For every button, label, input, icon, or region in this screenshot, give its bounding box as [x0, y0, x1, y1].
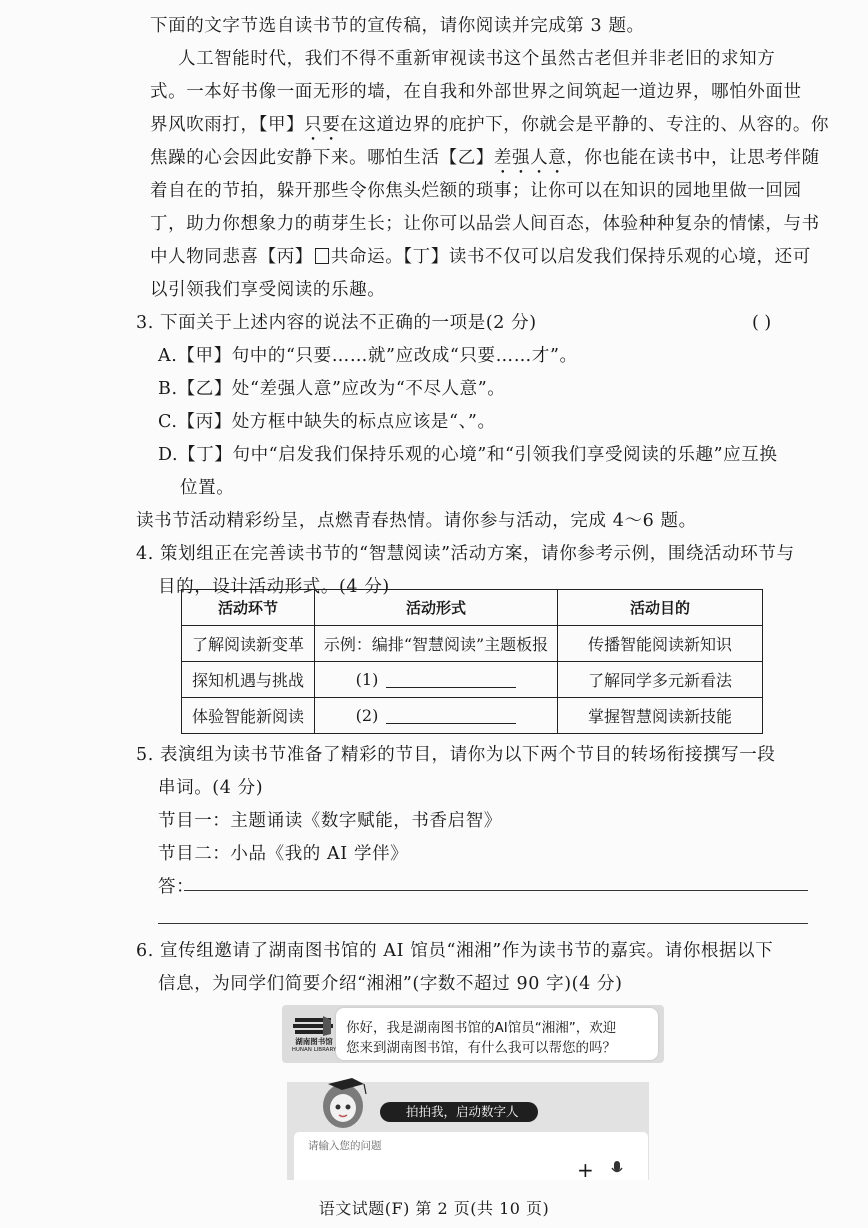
passage-intro: 下面的文字节选自读书节的宣传稿，请你阅读并完成第 3 题。 — [150, 16, 645, 36]
answer-paren: ( ) — [752, 313, 772, 333]
passage-line: 中人物同悲喜【丙】 共命运。【丁】读书不仅可以启发我们保持乐观的心境，还可 — [150, 247, 811, 267]
blank-square — [315, 248, 329, 264]
answer-label: 答： — [158, 877, 195, 897]
table-cell: 探知机遇与挑战 — [182, 662, 315, 698]
program-1: 节目一：主题诵读《数字赋能，书香启智》 — [158, 811, 502, 831]
answer-line[interactable] — [158, 923, 808, 924]
section-intro: 读书节活动精彩纷呈，点燃青春热情。请你参与活动，完成 4～6 题。 — [136, 511, 697, 531]
passage-line: 着自在的节拍，躲开那些令你焦头烂额的琐事；让你可以在知识的园地里做一回园 — [150, 181, 802, 201]
table-cell: 掌握智慧阅读新技能 — [558, 698, 763, 734]
question-5-stem-cont: 串词。(4 分) — [158, 778, 264, 798]
question-3-stem: 3. 下面关于上述内容的说法不正确的一项是(2 分) — [136, 313, 537, 333]
avatar-icon[interactable] — [312, 1072, 374, 1134]
table-row — [182, 698, 763, 734]
table-row — [182, 626, 763, 662]
table-cell: (2) — [315, 698, 558, 734]
page-footer: 语文试题(F) 第 2 页(共 10 页) — [318, 1199, 550, 1218]
logo-subtext: HUNAN LIBRARY — [291, 1047, 337, 1053]
answer-line[interactable] — [184, 890, 808, 891]
question-6-stem: 6. 宣传组邀请了湖南图书馆的 AI 馆员“湘湘”作为读书节的嘉宾。请你根据以下 — [136, 941, 774, 961]
start-avatar-button[interactable]: 拍拍我，启动数字人 — [380, 1102, 538, 1122]
passage-line: 以引领我们享受阅读的乐趣。 — [150, 280, 386, 300]
add-icon[interactable]: + — [577, 1158, 594, 1182]
passage-line: 界风吹雨打，【甲】只要在这道边界的庇护下，你就会是平静的、专注的、从容的。你 — [150, 115, 830, 135]
table-cell: 传播智能阅读新知识 — [558, 626, 763, 662]
table-cell: 了解阅读新变革 — [182, 626, 315, 662]
option-d: D.【丁】句中“启发我们保持乐观的心境”和“引领我们享受阅读的乐趣”应互换 — [158, 445, 778, 465]
table-cell: 体验智能新阅读 — [182, 698, 315, 734]
question-6-stem-cont: 信息，为同学们简要介绍“湘湘”(字数不超过 90 字)(4 分) — [158, 974, 623, 994]
option-a: A.【甲】句中的“只要……就”应改成“只要……才”。 — [158, 346, 578, 366]
table-row — [182, 662, 763, 698]
passage-line: 丁，助力你想象力的萌芽生长；让你可以品尝人间百态，体验种种复杂的情愫，与书 — [150, 214, 820, 234]
option-c: C.【丙】处方框中缺失的标点应该是“、”。 — [158, 412, 496, 432]
activity-table — [181, 589, 763, 734]
table-header: 活动环节 — [182, 590, 315, 626]
option-b: B.【乙】处“差强人意”应改为“不尽人意”。 — [158, 379, 506, 399]
table-header: 活动形式 — [315, 590, 558, 626]
question-5-stem: 5. 表演组为读书节准备了精彩的节目，请你为以下两个节目的转场衔接撰写一段 — [136, 745, 776, 765]
logo-text: 湖南图书馆 — [295, 1037, 333, 1046]
greeting-line: 你好，我是湖南图书馆的AI馆员“湘湘”，欢迎 — [346, 1020, 617, 1036]
answer-blank[interactable] — [386, 709, 516, 724]
table-cell: (1) — [315, 662, 558, 698]
passage-line: 式。一本好书像一面无形的墙，在自我和外部世界之间筑起一道边界，哪怕外面世 — [150, 82, 802, 102]
question-4-stem: 4. 策划组正在完善读书节的“智慧阅读”活动方案，请你参考示例，围绕活动环节与 — [136, 544, 795, 564]
answer-blank[interactable] — [386, 673, 516, 688]
table-cell: 示例：编排“智慧阅读”主题板报 — [315, 626, 558, 662]
table-cell: 了解同学多元新看法 — [558, 662, 763, 698]
question-input-placeholder: 请输入您的问题 — [308, 1140, 382, 1152]
greeting-line: 您来到湖南图书馆，有什么我可以帮您的吗？ — [346, 1040, 616, 1056]
passage-line: 人工智能时代，我们不得不重新审视读书这个虽然古老但并非老旧的求知方 — [178, 49, 776, 69]
program-2: 节目二：小品《我的 AI 学伴》 — [158, 844, 409, 864]
question-4-stem-cont: 目的，设计活动形式。(4 分) — [158, 577, 390, 597]
table-header: 活动目的 — [558, 590, 763, 626]
table-header-row — [182, 590, 763, 626]
greeting-bubble — [336, 1008, 658, 1060]
microphone-icon[interactable] — [610, 1160, 624, 1178]
passage-line: 焦躁的心会因此安静下来。哪怕生活【乙】差强人意，你也能在读书中，让思考伴随 — [150, 148, 820, 168]
option-d-cont: 位置。 — [180, 478, 235, 498]
